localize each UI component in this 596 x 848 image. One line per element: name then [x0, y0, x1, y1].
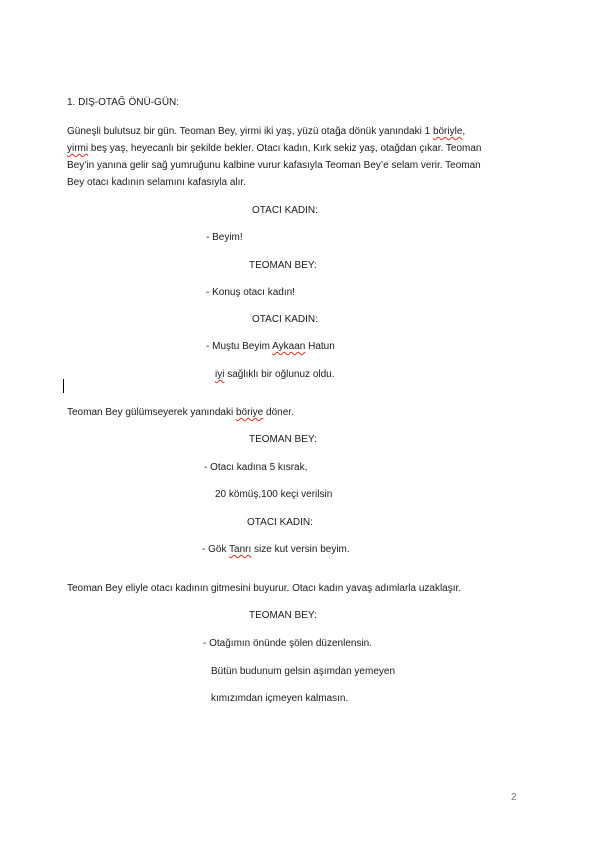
text-run: size kut versin beyim. — [251, 544, 350, 555]
text-cursor — [63, 379, 64, 393]
text-run: - Muştu Beyim — [206, 341, 273, 352]
character-name: TEOMAN BEY: — [249, 260, 317, 271]
action-line-1 — [67, 125, 465, 138]
dialogue-line: kımızımdan içmeyen kalmasın. — [211, 693, 349, 704]
text-run: sağlıklı bir oğlunuz oldu. — [224, 369, 335, 380]
dialogue-line: - Beyim! — [206, 232, 243, 243]
text-run: döner. — [263, 407, 294, 418]
dialogue-line: Bütün budunum gelsin aşımdan yemeyen — [211, 666, 396, 677]
dialogue-line: - Otacı kadına 5 kısrak, — [204, 462, 308, 473]
character-name: TEOMAN BEY: — [249, 610, 317, 621]
action-line: Teoman Bey eliyle otacı kadının gitmesini buyurur. Otacı kadın yavaş adımlarla uzaklaşır. — [67, 583, 462, 594]
dialogue-line — [206, 340, 335, 353]
dialogue-line: - Konuş otacı kadın! — [206, 287, 295, 298]
text-run: - Gök — [202, 544, 230, 555]
misspelled-word[interactable]: Tanrı — [229, 544, 252, 555]
misspelled-word[interactable]: Aykaan — [272, 341, 306, 352]
text-run: Hatun — [305, 341, 335, 352]
action-line-3: Bey’in yanına gelir sağ yumruğunu kalbine vurur kafasıyla Teoman Bey’e selam verir. Teoman — [67, 160, 481, 171]
dialogue-line — [202, 543, 350, 556]
text-run: , — [462, 126, 466, 137]
misspelled-word[interactable]: iyi — [215, 369, 225, 380]
dialogue-line — [215, 368, 335, 381]
action-line — [67, 406, 294, 419]
misspelled-word[interactable]: böriyle — [432, 126, 463, 137]
character-name: OTACI KADIN: — [247, 517, 313, 528]
text-run: Teoman Bey gülümseyerek yanındaki — [67, 407, 236, 418]
dialogue-line: 20 kömüş,100 keçi verilsin — [215, 489, 333, 500]
action-line-4: Bey otacı kadının selamını kafasıyla alır. — [67, 177, 246, 188]
character-name: OTACI KADIN: — [252, 314, 318, 325]
dialogue-line: - Otağımın önünde şölen düzenlensin. — [203, 638, 372, 649]
character-name: OTACI KADIN: — [252, 205, 318, 216]
misspelled-word[interactable]: böriye — [235, 407, 264, 418]
scene-heading: 1. DIŞ-OTAĞ ÖNÜ-GÜN: — [67, 97, 180, 108]
text-run: beş yaş, heyecanlı bir şekilde bekler. Otacı kadın, Kırk sekiz yaş, otağdan çıkar. Teoman — [88, 143, 482, 154]
character-name: TEOMAN BEY: — [249, 434, 317, 445]
page-number: 2 — [511, 792, 517, 803]
misspelled-word[interactable]: yirmi — [67, 143, 89, 154]
text-run: Güneşli bulutsuz bir gün. Teoman Bey, yirmi iki yaş, yüzü otağa dönük yanındaki 1 — [67, 126, 433, 137]
action-line-2 — [67, 142, 481, 155]
